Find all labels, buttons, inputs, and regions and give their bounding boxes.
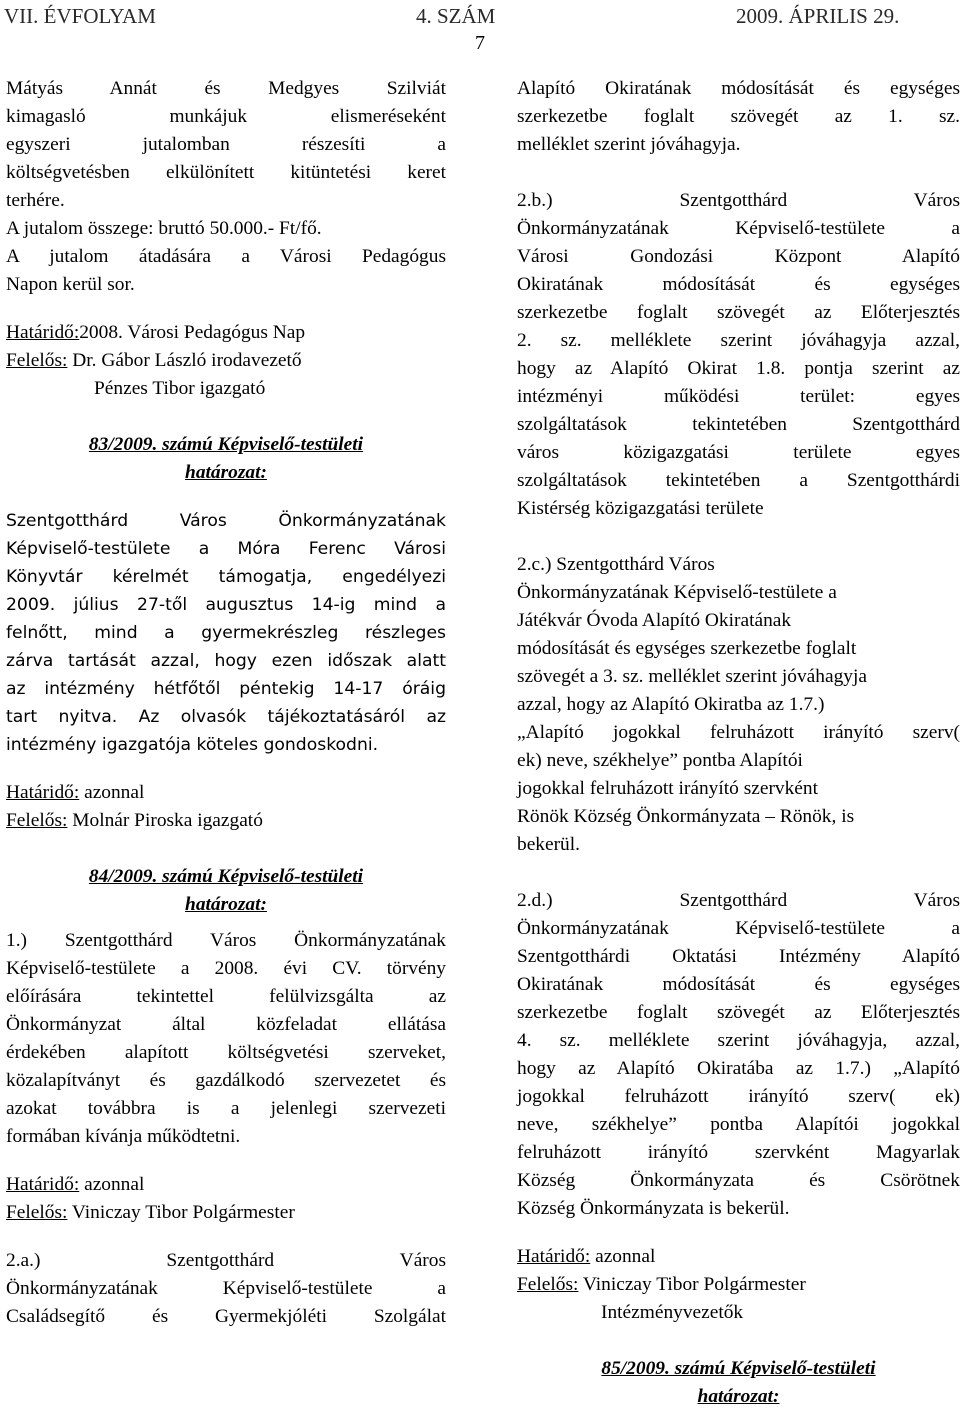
award-paragraph [6, 75, 446, 215]
section-2a [6, 1247, 446, 1331]
text-line: szolgáltatások tekintetében a Szentgotthárdi [517, 470, 960, 491]
text-line: „Alapító jogokkal felruházott irányító szerv( [517, 722, 960, 743]
header-volume: VII. ÉVFOLYAM [4, 4, 156, 28]
text-line: Község Önkormányzata is bekerül. [517, 1198, 790, 1219]
text-line: tart nyitva. Az olvasók tájékoztatásáról az [6, 707, 446, 727]
section-2c [517, 551, 960, 859]
text-line: Mátyás Annát és Medgyes Szilviát [6, 78, 446, 99]
text-line: Okiratának módosítását és egységes [517, 974, 960, 995]
text-line: neve, székhelye” pontba Alapítói jogokkal [517, 1114, 960, 1135]
deadline-line [6, 319, 446, 347]
responsible-value: Dr. Gábor László irodavezető [67, 350, 302, 371]
header-date: 2009. ÁPRILIS 29. [736, 4, 900, 28]
text-line: azokat továbbra is a jelenlegi szervezeti [6, 1098, 446, 1119]
resolution-85-heading: 85/2009. számú Képviselő-testületi [601, 1358, 876, 1379]
resolution-84-heading: 84/2009. számú Képviselő-testületi [88, 866, 364, 887]
text-line: előírására tekintettel felülvizsgálta az [6, 986, 446, 1007]
text-line: szövegét a 3. sz. melléklet szerint jóváhagyja [517, 666, 867, 687]
responsible-line [6, 1199, 446, 1227]
text-line: Okiratának módosítását és egységes [517, 274, 960, 295]
text-line: Képviselő-testülete a 2008. évi CV. törvény [6, 958, 446, 979]
deadline-label: Határidő: [6, 782, 80, 803]
text-line: 2.c.) Szentgotthárd Város [517, 554, 715, 575]
text-line: 2.a.) Szentgotthárd Város [6, 1250, 446, 1271]
text-line: egyszeri jutalomban részesíti a [6, 134, 446, 155]
text-line: Szentgotthárdi Oktatási Intézmény Alapító [517, 946, 960, 967]
deadline-label: Határidő: [6, 1174, 80, 1195]
text-line: formában kívánja működtetni. [6, 1126, 241, 1147]
text-line: 2.b.) Szentgotthárd Város [517, 190, 960, 211]
text-line: felruházott irányító szervként Magyarlak [517, 1142, 960, 1163]
text-line: Rönök Község Önkormányzata – Rönök, is [517, 806, 855, 827]
page-header [0, 4, 960, 30]
responsible-value: Molnár Piroska igazgató [67, 810, 263, 831]
deadline-line [6, 779, 446, 807]
text-line: intézményi működési terület: egyes [517, 386, 960, 407]
text-line: felnőtt, mind a gyermekrészleg részleges [6, 623, 446, 643]
text-line: az intézmény hétfőtől péntekig 14-17 óráig [6, 679, 446, 699]
text-line: szerkezetbe foglalt szövegét az Előterjesztés [517, 302, 960, 323]
text-line: 2. sz. melléklete szerint jóváhagyja azzal, [517, 330, 960, 351]
text-line: Önkormányzatának Képviselő-testülete a [6, 1278, 446, 1299]
responsible-label: Felelős: [6, 350, 68, 371]
text-line: melléklet szerint jóváhagyja. [517, 134, 741, 155]
text-line: 4. sz. melléklete szerint jóváhagyja, azzal, [517, 1030, 960, 1051]
deadline-value: azonnal [590, 1246, 656, 1267]
responsible-label: Felelős: [6, 1202, 68, 1223]
resolution-85-subheading: határozat: [697, 1386, 780, 1407]
responsible-value: Viniczay Tibor Polgármester [67, 1202, 295, 1223]
text-line: 2009. július 27-től augusztus 14-ig mind a [6, 595, 446, 615]
text-line: jogokkal felruházott irányító szerv( ek) [517, 1086, 960, 1107]
section-2d [517, 887, 960, 1223]
text-line: Alapító Okiratának módosítását és egységes [517, 78, 960, 99]
responsible-line [6, 347, 446, 375]
text-line: költségvetésben elkülönített kitüntetési keret [6, 162, 446, 183]
resolution-83-subheading: határozat: [185, 462, 267, 483]
text-line: Játékvár Óvoda Alapító Okiratának [517, 610, 792, 631]
text-line: szerkezetbe foglalt szövegét az Előterjesztés [517, 1002, 960, 1023]
responsible-line [6, 807, 446, 835]
text-line: érdekében alapított költségvetési szerveket, [6, 1042, 446, 1063]
deadline-value: azonnal [79, 1174, 145, 1195]
text-line: kimagasló munkájuk elismeréseként [6, 106, 446, 127]
deadline-value: azonnal [79, 782, 145, 803]
text-line: 2.d.) Szentgotthárd Város [517, 890, 960, 911]
text-line: Családsegítő és Gyermekjóléti Szolgálat [6, 1306, 446, 1327]
page-number: 7 [475, 32, 485, 54]
responsible-value: Viniczay Tibor Polgármester [578, 1274, 806, 1295]
left-column [6, 75, 446, 1331]
responsible-label: Felelős: [6, 810, 68, 831]
text-line: módosítását és egységes szerkezetbe foglalt [517, 638, 857, 659]
text-line: ek) neve, székhelye” pontba Alapítói [517, 750, 803, 771]
header-issue: 4. SZÁM [416, 4, 496, 28]
text-line: jogokkal felruházott irányító szervként [517, 778, 818, 799]
text-line: zárva tartását azzal, hogy ezen időszak alatt [6, 651, 446, 671]
text-line: város közigazgatási területe egyes [517, 442, 960, 463]
responsible-label: Felelős: [517, 1274, 579, 1295]
text-line: Képviselő-testülete a Móra Ferenc Városi [6, 539, 446, 559]
section-2a-continued [517, 75, 960, 159]
text-line: Szentgotthárd Város Önkormányzatának [6, 511, 446, 531]
section-2b [517, 187, 960, 523]
text-line: terhére. [6, 190, 65, 211]
text-line: közalapítványt és gazdálkodó szervezetet és [6, 1070, 446, 1091]
text-line: szerkezetbe foglalt szövegét az 1. sz. [517, 106, 960, 127]
text-line: A jutalom átadására a Városi Pedagógus [6, 246, 446, 267]
text-line: Önkormányzatának Képviselő-testülete a [517, 218, 960, 239]
text-line: hogy az Alapító Okirat 1.8. pontja szerint az [517, 358, 960, 379]
text-line: Kistérség közigazgatási területe [517, 498, 764, 519]
deadline-label: Határidő: [6, 322, 80, 343]
text-line: Község Önkormányzata és Csörötnek [517, 1170, 960, 1191]
text-line: intézmény igazgatója köteles gondoskodni. [6, 735, 379, 755]
text-line: Városi Gondozási Központ Alapító [517, 246, 960, 267]
resolution-83-heading: 83/2009. számú Képviselő-testületi [88, 434, 364, 455]
deadline-line [6, 1171, 446, 1199]
text-line: szolgáltatások tekintetében Szentgotthárd [517, 414, 960, 435]
deadline-label: Határidő: [517, 1246, 591, 1267]
resolution-84-body [6, 927, 446, 1151]
responsible-value-2: Intézményvezetők [601, 1302, 744, 1323]
text-line: Könyvtár kérelmét támogatja, engedélyezi [6, 567, 446, 587]
award-amount: A jutalom összege: bruttó 50.000.- Ft/fő. [6, 218, 322, 239]
text-line: hogy az Alapító Okiratába az 1.7.) „Alapító [517, 1058, 960, 1079]
resolution-83-body [6, 507, 446, 759]
text-line: azzal, hogy az Alapító Okiratba az 1.7.) [517, 694, 825, 715]
deadline-line [517, 1243, 960, 1271]
right-column [517, 75, 960, 1411]
text-line: 1.) Szentgotthárd Város Önkormányzatának [6, 930, 446, 951]
responsible-value-2: Pénzes Tibor igazgató [94, 378, 266, 399]
text-line: bekerül. [517, 834, 580, 855]
text-line: Önkormányzatának Képviselő-testülete a [517, 918, 960, 939]
text-line: Önkormányzat által közfeladat ellátása [6, 1014, 446, 1035]
text-line: Napon kerül sor. [6, 274, 135, 295]
responsible-line [517, 1271, 960, 1299]
deadline-value: 2008. Városi Pedagógus Nap [79, 322, 306, 343]
resolution-84-subheading: határozat: [185, 894, 267, 915]
text-line: Önkormányzatának Képviselő-testülete a [517, 582, 837, 603]
